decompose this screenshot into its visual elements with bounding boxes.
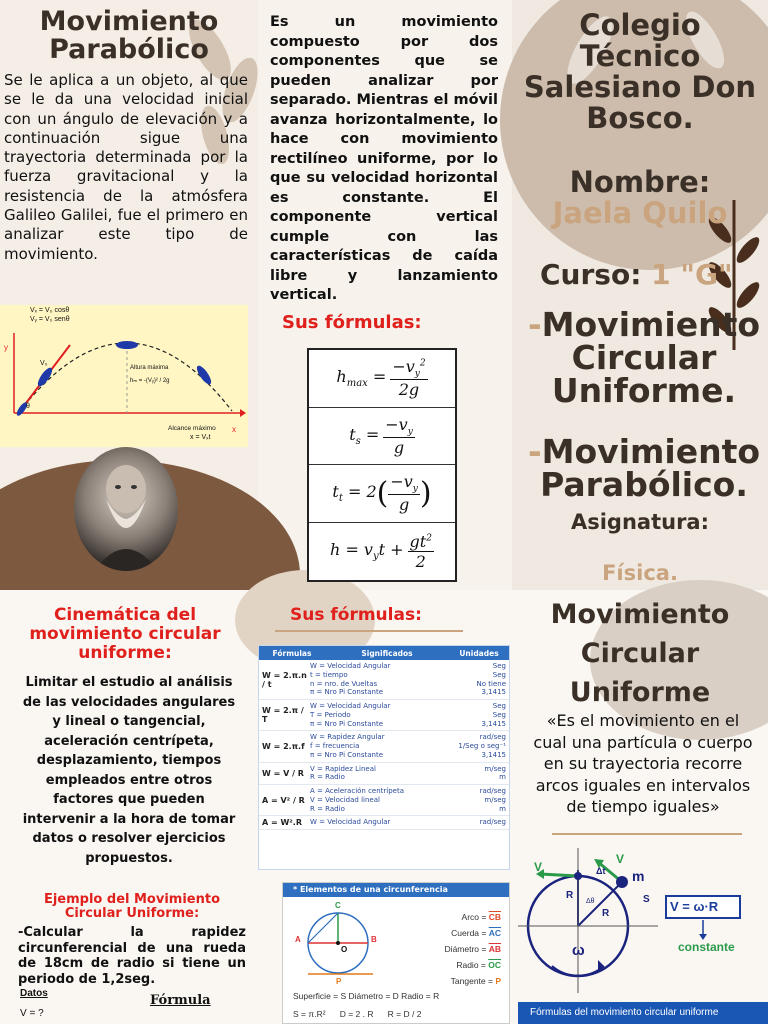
table-cell-units (450, 818, 506, 827)
meaning-line: n = nro. de Vueltas (310, 679, 378, 688)
table-row (259, 731, 509, 762)
middle-formulas-title: Sus fórmulas: (282, 312, 422, 333)
unit-line: 3,1415 (481, 688, 506, 697)
mcu-title-line-3: Uniforme (569, 677, 711, 708)
diagram-alcance-label: Alcance máximo (168, 425, 216, 432)
unit-line: m (499, 804, 506, 813)
circ-label-a: A (295, 935, 301, 944)
curso-row (540, 258, 733, 291)
mcu-constante: constante (678, 940, 735, 954)
circ-footer-1: Superficie = S Diámetro = D Radio = R (293, 991, 440, 1001)
mcu-equation: V = ω·R (670, 899, 719, 914)
diagram-hmax: hₘ = -(Vᵧ)² / 2g (130, 378, 170, 384)
table-cell-meanings (310, 818, 450, 827)
meaning-line: f = frecuencia (310, 742, 360, 750)
circ-legend: Arco = $\overline{CB}$ Cuerda = $\overline{AC}$ Diámetro = $\overline{AB}$ Radio = $\overline{OC}$ Tangente = P (444, 912, 501, 986)
left-title-line2: Parabólico (49, 34, 209, 65)
unit-line: rad/seg (479, 818, 506, 827)
circ-label-p: P (336, 977, 342, 986)
left-title (0, 8, 258, 64)
unit-line: 3,1415 (481, 719, 506, 728)
table-header (259, 646, 509, 660)
table-cell-units (450, 702, 506, 728)
mcu-title-line-2: Circular (580, 638, 700, 669)
circ-label-c: C (335, 901, 341, 910)
school-line-2: Técnico (579, 39, 701, 73)
table-cell-formula: A = W².R (262, 818, 302, 828)
topic-1 (520, 305, 768, 410)
meaning-line: V = Velocidad lineal (310, 795, 380, 804)
datos-label: Datos (20, 988, 48, 999)
title-underline (275, 630, 463, 632)
diagram-theta: θ (26, 403, 30, 410)
unit-line: Seg (492, 662, 506, 670)
parabolic-formula-box (307, 348, 457, 582)
meaning-line: π = Nro Pi Constante (310, 719, 384, 728)
circ-footer-2: S = π.R² D = 2 . R R = D / 2 (293, 1009, 422, 1019)
table-cell-formula: W = 2.π.f (262, 741, 305, 751)
table-cell-formula: W = 2.π.n / t (262, 670, 307, 689)
formula-tt: $t_t = 2$ ( $-v_y$ g ) (309, 465, 455, 523)
topic-2 (520, 432, 768, 504)
table-cell-meanings (310, 765, 450, 783)
unit-line: Seg (492, 710, 506, 719)
meaning-line: W = Velocidad Angular (310, 818, 391, 827)
mcu-footer-bar: Fórmulas del movimiento circular uniforme (518, 1002, 768, 1024)
mcu-label-r1: R (566, 890, 574, 901)
topic-1-dash: - (527, 305, 542, 344)
diagram-axis-y: y (4, 343, 8, 352)
school-line-1: Colegio (579, 8, 701, 42)
curso-value: 1 "G" (651, 258, 733, 291)
table-header-unidades: Unidades (459, 648, 499, 658)
table-cell-units (450, 765, 506, 783)
topic-1-line-3: Uniforme. (551, 371, 737, 410)
meaning-line: A = Aceleración centrípeta (310, 787, 405, 795)
table-row (259, 700, 509, 731)
mcu-label-v2: V (616, 852, 625, 866)
unit-line: 1/Seg o seg⁻¹ (458, 742, 506, 750)
table-cell-units (450, 733, 506, 759)
mcu-label-r2: R (602, 908, 610, 919)
left-body-text: Se le aplica a un objeto, al que se le da una velocidad inicial con un ángulo de elevación y a continuación sigue una trayectoria determinada por la fuerza gravitacional y la resistencia de la atmósfera Galileo Galilei, fue el primero en analizar este tipo de movimiento. (4, 71, 248, 263)
table-cell-formula: A = V² / R (262, 795, 305, 805)
circ-header: * Elementos de una circunferencia (283, 883, 509, 897)
mcu-label-dtheta: Δθ (586, 898, 595, 905)
mcu-formulas-title: Sus fórmulas: (290, 605, 422, 625)
left-title-line1: Movimiento (39, 6, 219, 37)
unit-line: rad/seg (479, 733, 506, 742)
table-row (259, 785, 509, 816)
mcu-title (512, 595, 768, 712)
table-cell-meanings (310, 702, 450, 728)
legend-cuerda: Cuerda (451, 928, 480, 938)
formula-h: $h = v_yt$ + $\frac{gt^2}{2}$ (330, 531, 432, 571)
mcu-diagram (518, 848, 768, 996)
cinematica-title: Cinemática del movimiento circular uniforme: (29, 605, 221, 663)
topic-1-line-2: Circular (571, 338, 717, 377)
meaning-line: V = Rapidez Lineal (310, 764, 376, 773)
asignatura-value: Física. (602, 561, 678, 585)
mcu-quote: «Es el movimiento en el cual una partícula o cuerpo en su trayectoria recorre arcos iguales en intervalos de tiempo iguales» (533, 711, 753, 816)
table-cell-meanings (310, 787, 450, 813)
school-name (512, 10, 768, 134)
unit-line: 3,1415 (481, 750, 506, 759)
table-cell-meanings (310, 733, 450, 759)
legend-arco: Arco (461, 912, 480, 922)
meaning-line: W = Rapidez Angular (310, 733, 385, 742)
meaning-line: π = Nro Pi Constante (310, 750, 384, 759)
meaning-line: R = Radio (310, 804, 345, 813)
table-cell-formula: W = 2.π / T (262, 706, 304, 725)
diagram-vy: Vᵧ = V₀ senθ (30, 316, 70, 323)
legend-diametro-sym: $\overline{AB}$ (488, 944, 501, 954)
galileo-portrait (74, 447, 178, 571)
table-row (259, 816, 509, 830)
mcu-label-dt: Δt (596, 866, 606, 876)
diagram-v0: V₀ (40, 360, 48, 367)
legend-cuerda-sym: $\overline{AC}$ (488, 928, 501, 938)
topic-2-dash: - (527, 432, 542, 471)
curso-label: Curso: (540, 258, 642, 291)
table-cell-units (450, 662, 506, 697)
mcu-label-s: S (643, 894, 650, 905)
meaning-line: W = Velocidad Angular (310, 702, 391, 710)
circumference-elements (282, 882, 510, 1024)
diagram-altura-label: Altura máxima (130, 365, 169, 371)
circ-label-b: B (371, 935, 377, 944)
table-cell-units (450, 787, 506, 813)
mcu-label-m: m (632, 868, 645, 884)
meaning-line: T = Periodo (310, 710, 351, 719)
mcu-title-line-1: Movimiento (550, 599, 730, 630)
topic-2-line-1: Movimiento (541, 432, 761, 471)
nombre-label: Nombre: (569, 165, 711, 199)
table-cell-meanings (310, 662, 450, 697)
legend-radio: Radio (456, 960, 479, 970)
unit-line: Seg (492, 670, 506, 679)
mcu-label-v1: V (534, 860, 543, 874)
table-header-significados: Significados (361, 648, 413, 658)
legend-tangente-sym: P (495, 976, 501, 986)
table-body (259, 660, 509, 830)
middle-body-text: Es un movimiento compuesto por dos componentes que se pueden analizar por separado. Mientras el móvil avanza horizontalmente, lo hace con movimiento rectilíneo uniforme, por lo que su velocidad horizontal es constante. El componente vertical cumple con las características de caída libre y lanzamiento vertical. (270, 14, 498, 303)
formula-ts: $t_s$ = $\frac{-v_y}{g}$ (309, 408, 455, 466)
legend-radio-sym: $\overline{OC}$ (488, 960, 501, 970)
diagram-vx: Vₓ = V₀ cosθ (30, 307, 70, 314)
parabola-diagram (0, 305, 248, 447)
meaning-line: π = Nro Pi Constante (310, 688, 384, 697)
legend-tangente: Tangente (450, 976, 486, 986)
mcu-label-omega: ω (572, 942, 585, 959)
cinematica-body: Limitar el estudio al análisis de las velocidades angulares y lineal o tangencial, aceleración centrípeta, desplazamiento, tiempos empleados entre otros factores que pueden intervenir a la hora de tomar datos o resolver ejercicios propuestos. (22, 675, 236, 866)
circ-label-o: O (341, 945, 348, 954)
nombre-value: Jaela Quilo (552, 196, 728, 230)
table-header-formulas: Fórmulas (272, 648, 312, 658)
legend-arco-sym: $\overline{CB}$ (488, 912, 501, 922)
topic-1-line-1: Movimiento (541, 305, 761, 344)
meaning-line: W = Velocidad Angular (310, 662, 391, 670)
table-row (259, 763, 509, 786)
meaning-line: t = tiempo (310, 670, 348, 679)
table-cell-formula: W = V / R (262, 768, 304, 778)
unit-line: m/seg (484, 764, 506, 773)
quote-underline (552, 833, 742, 835)
unit-line: m (499, 773, 506, 782)
mcu-formulas-table (258, 645, 510, 870)
diagram-axis-x: x (232, 425, 236, 434)
unit-line: No tiene (476, 679, 506, 688)
diagram-alcance-eq: x = Vₓt (190, 434, 211, 441)
example-title: Ejemplo del Movimiento Circular Uniforme: (43, 892, 221, 921)
v-equation: V = ? (20, 1008, 44, 1019)
unit-line: m/seg (484, 795, 506, 804)
formula-hmax: $h_{max}$ = $\frac{-v_y^2}{2g}$ (309, 350, 455, 408)
legend-diametro: Diámetro (444, 944, 480, 954)
meaning-line: R = Radio (310, 773, 345, 782)
unit-line: Seg (492, 702, 506, 710)
school-line-4: Bosco. (586, 101, 694, 135)
unit-line: rad/seg (479, 787, 506, 795)
formula-label: Fórmula (150, 993, 211, 1008)
topic-2-line-2: Parabólico. (540, 465, 748, 504)
school-line-3: Salesiano Don (523, 70, 757, 104)
asignatura-label: Asignatura: (570, 510, 710, 534)
example-body: -Calcular la rapidez circunferencial de una rueda de 18cm de radio si tiene un periodo de 1,2seg. (18, 925, 246, 987)
table-row (259, 660, 509, 700)
